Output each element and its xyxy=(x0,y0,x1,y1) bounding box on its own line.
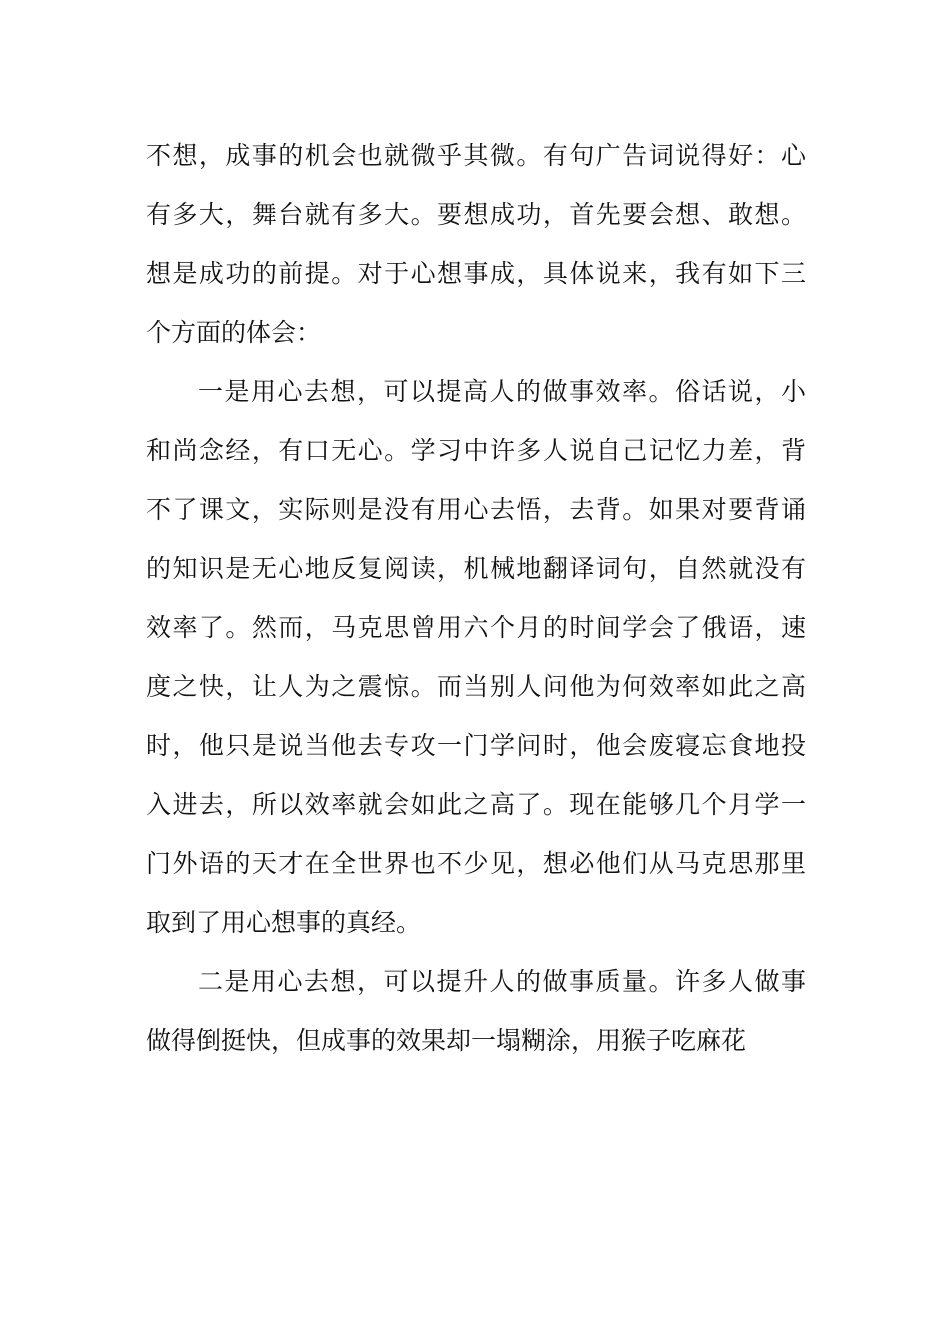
text-line: 和尚念经，有口无心。学习中许多人说自己记忆力差，背 xyxy=(146,436,806,465)
text-line: 门外语的天才在全世界也不少见，想必他们从马克思那里 xyxy=(146,849,806,878)
text-line: 想是成功的前提。对于心想事成，具体说来，我有如下三 xyxy=(146,259,806,288)
text-line: 不想，成事的机会也就微乎其微。有句广告词说得好：心 xyxy=(146,141,806,170)
text-line: 不了课文，实际则是没有用心去悟，去背。如果对要背诵 xyxy=(146,495,806,524)
body-text xyxy=(146,126,806,1070)
text-line: 做得倒挺快，但成事的效果却一塌糊涂，用猴子吃麻花 xyxy=(146,1026,747,1055)
text-line: 时，他只是说当他去专攻一门学问时，他会废寝忘食地投 xyxy=(146,731,806,760)
text-line: 入进去，所以效率就会如此之高了。现在能够几个月学一 xyxy=(146,790,806,819)
text-line: 二是用心去想，可以提升人的做事质量。许多人做事 xyxy=(198,967,806,996)
text-line: 个方面的体会： xyxy=(146,318,322,347)
text-line: 效率了。然而，马克思曾用六个月的时间学会了俄语，速 xyxy=(146,613,806,642)
text-line: 一是用心去想，可以提高人的做事效率。俗话说，小 xyxy=(198,377,806,406)
text-line: 取到了用心想事的真经。 xyxy=(146,908,422,937)
text-line: 的知识是无心地反复阅读，机械地翻译词句，自然就没有 xyxy=(146,554,806,583)
text-line: 度之快，让人为之震惊。而当别人问他为何效率如此之高 xyxy=(146,672,806,701)
text-line: 有多大，舞台就有多大。要想成功，首先要会想、敢想。 xyxy=(146,200,806,229)
